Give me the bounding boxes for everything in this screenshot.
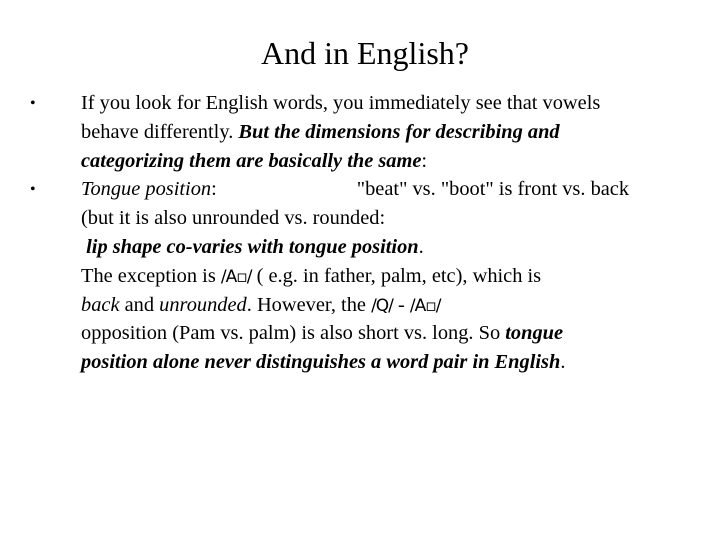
phonetic-symbol: /A▫/ xyxy=(409,295,441,316)
text-run: The exception is xyxy=(81,264,221,287)
emphasis-text: But the dimensions for describing and xyxy=(238,120,560,143)
term-label: unrounded xyxy=(159,293,247,316)
text-run: : xyxy=(421,149,428,172)
text-run: opposition (Pam vs. palm) is also short vs. long. So xyxy=(81,322,506,345)
slide-title: And in English? xyxy=(261,35,469,71)
text-run: ( e.g. in father, palm, etc), which is xyxy=(251,264,542,287)
term-label: back xyxy=(81,293,120,316)
bullet-text xyxy=(81,89,713,377)
phonetic-symbol: /A▫/ xyxy=(220,266,252,287)
text-run: - xyxy=(392,293,410,316)
emphasis-text: categorizing them are basically the same xyxy=(81,149,422,172)
emphasis-text: tongue xyxy=(505,322,564,345)
text-line xyxy=(81,348,713,377)
text-line xyxy=(81,118,713,147)
text-run: (but it is also unrounded vs. rounded: xyxy=(81,207,386,230)
bullet-marker: • xyxy=(30,181,36,198)
text-line xyxy=(81,175,713,204)
text-line xyxy=(81,147,713,176)
text-run: . xyxy=(560,351,566,374)
text-run: . xyxy=(418,235,424,258)
emphasis-text: lip shape co-varies with tongue position xyxy=(86,235,419,258)
text-line xyxy=(81,262,713,291)
term-label: Tongue position xyxy=(81,178,212,201)
text-line xyxy=(81,89,713,118)
text-line xyxy=(81,291,713,320)
text-run: If you look for English words, you immediately see that vowels xyxy=(81,92,601,114)
emphasis-text: position alone never distinguishes a word pair in English xyxy=(81,351,561,374)
text-line xyxy=(81,204,713,233)
phonetic-symbol: /Q/ xyxy=(371,295,393,316)
text-run: "beat" vs. "boot" is front vs. back xyxy=(356,178,630,201)
text-line xyxy=(81,319,713,348)
text-run: behave differently. xyxy=(81,120,239,143)
text-line xyxy=(81,233,713,262)
bullet-marker: • xyxy=(30,95,36,112)
text-run: : xyxy=(211,178,217,201)
text-run: . However, the xyxy=(246,293,372,316)
text-run: and xyxy=(119,293,160,316)
